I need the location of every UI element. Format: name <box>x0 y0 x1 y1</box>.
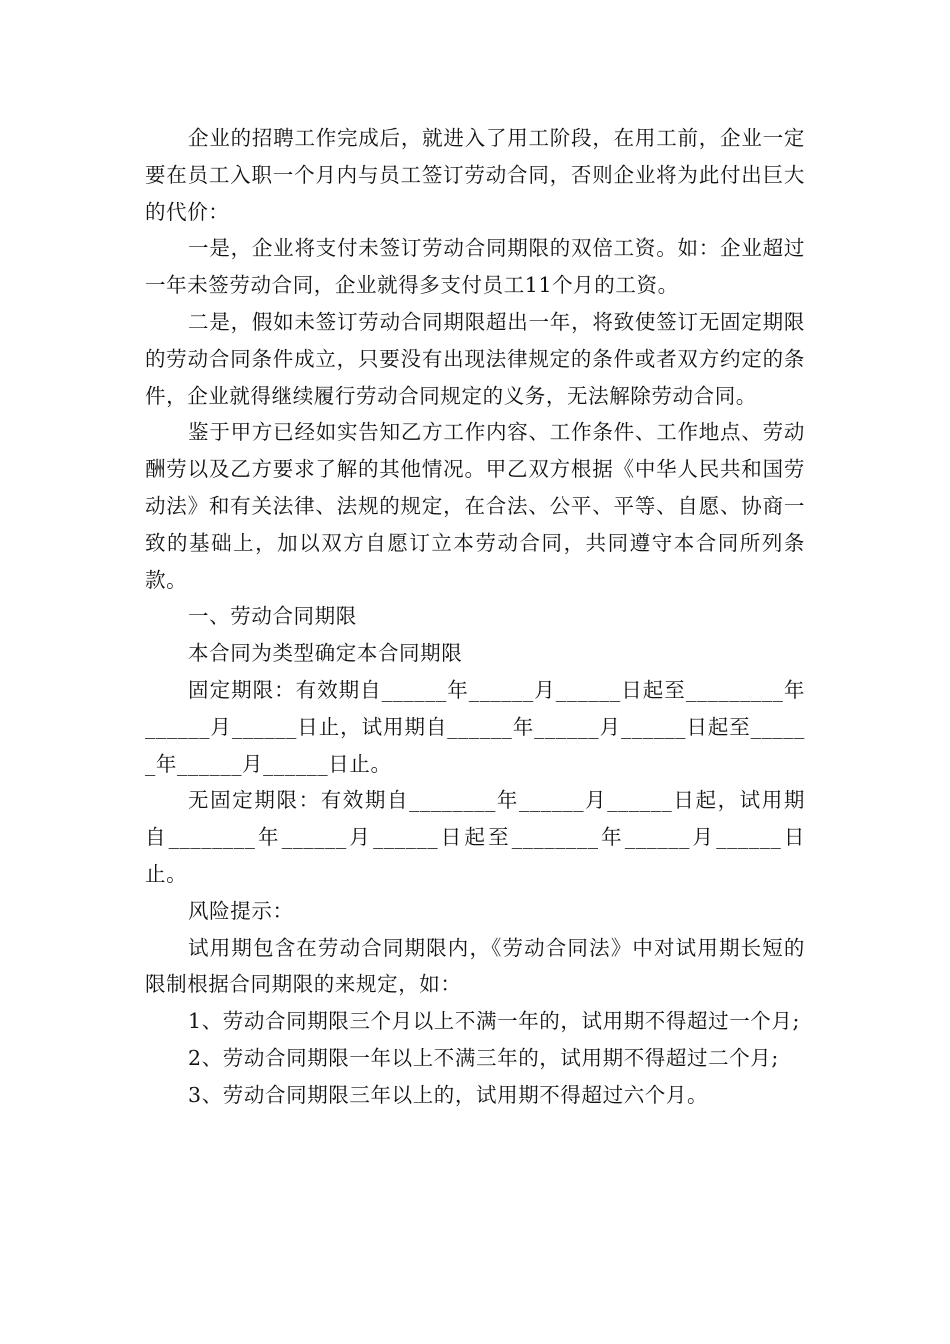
section-heading-contract-term: 一、劳动合同期限 <box>188 604 357 629</box>
open-ended-term-fill-in: 无固定期限：有效期自________年______月______日起，试用期自________年______月______日起至________年______月______日止。 <box>145 788 805 886</box>
document-body <box>145 120 805 1114</box>
probation-rule-item-1: 1、劳动合同期限三个月以上不满一年的，试用期不得超过一个月; <box>188 1009 800 1034</box>
contract-type-line: 本合同为类型确定本合同期限 <box>188 641 463 666</box>
point-one-paragraph: 一是，企业将支付未签订劳动合同期限的双倍工资。如：企业超过一年未签劳动合同，企业就得多支付员工11个月的工资。 <box>145 236 805 298</box>
point-two-paragraph: 二是，假如未签订劳动合同期限超出一年，将致使签订无固定期限的劳动合同条件成立，只要没有出现法律规定的条件或者双方约定的条件，企业就得继续履行劳动合同规定的义务，无法解除劳动合同。 <box>145 309 805 408</box>
probation-rule-paragraph: 试用期包含在劳动合同期限内，《劳动合同法》中对试用期长短的限制根据合同期限的来规定，如： <box>145 935 805 997</box>
probation-rule-item-2: 2、劳动合同期限一年以上不满三年的，试用期不得超过二个月; <box>188 1045 779 1070</box>
fixed-term-fill-in: 固定期限：有效期自______年______月______日起至_________年______月______日止，试用期自______年______月______日起至______年______月______日止。 <box>145 677 805 776</box>
intro-paragraph: 企业的招聘工作完成后，就进入了用工阶段，在用工前，企业一定要在员工入职一个月内与员工签订劳动合同，否则企业将为此付出巨大的代价： <box>145 126 805 224</box>
probation-rule-item-3: 3、劳动合同期限三年以上的，试用期不得超过六个月。 <box>188 1082 709 1107</box>
preamble-paragraph: 鉴于甲方已经如实告知乙方工作内容、工作条件、工作地点、劳动酬劳以及乙方要求了解的其他情况。甲乙双方根据《中华人民共和国劳动法》和有关法律、法规的规定，在合法、公平、平等、自愿、协商一致的基础上，加以双方自愿订立本劳动合同，共同遵守本合同所列条款。 <box>145 420 805 592</box>
risk-notice-heading: 风险提示： <box>188 898 294 923</box>
